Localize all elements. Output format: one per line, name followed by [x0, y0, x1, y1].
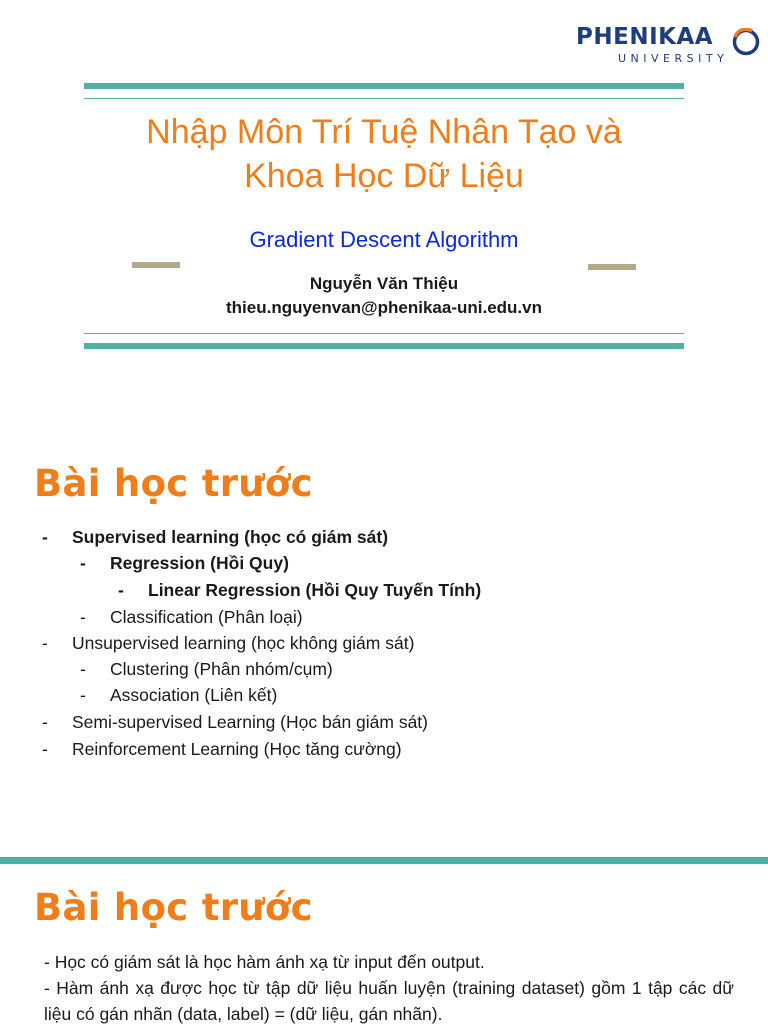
- slide3-paragraph-2: - Hàm ánh xạ được học từ tập dữ liệu huấn luyện (training dataset) gồm 1 tập các dữ liệu có gán nhãn (data, label) = (dữ liệu, gán nhãn).: [44, 978, 734, 1024]
- outline-item: - Clustering (Phân nhóm/cụm): [80, 659, 333, 679]
- outline-item: - Reinforcement Learning (Học tăng cường): [42, 739, 402, 759]
- phenikaa-logo: [572, 22, 768, 68]
- outline-item: - Association (Liên kết): [80, 685, 278, 705]
- outline-item: - Supervised learning (học có giám sát): [42, 527, 389, 547]
- bottom-thick-rule: [84, 343, 684, 349]
- outline-item: - Linear Regression (Hồi Quy Tuyến Tính): [118, 580, 482, 600]
- top-thin-rule: [84, 98, 684, 99]
- logo-subtitle: UNIVERSITY: [618, 52, 729, 65]
- presentation-title: [60, 110, 708, 198]
- author-name: Nguyễn Văn Thiệu: [309, 274, 459, 293]
- title-line-1: Nhập Môn Trí Tuệ Nhân Tạo và: [146, 113, 622, 151]
- left-accent-bar: [132, 262, 180, 268]
- presentation-subtitle: Gradient Descent Algorithm: [249, 227, 519, 252]
- bottom-thin-rule: [84, 333, 684, 334]
- slide3-heading: Bài học trước: [34, 886, 313, 929]
- logo-wordmark: PHENIKAA: [576, 24, 714, 50]
- outline-item: - Regression (Hồi Quy): [80, 553, 289, 573]
- title-line-2: Khoa Học Dữ Liệu: [244, 157, 524, 195]
- outline-item: - Classification (Phân loại): [80, 607, 303, 627]
- right-accent-bar: [588, 264, 636, 270]
- outline-item: - Unsupervised learning (học không giám sát): [42, 633, 415, 653]
- slide-separator: [0, 857, 768, 864]
- author-email: thieu.nguyenvan@phenikaa-uni.edu.vn: [225, 298, 542, 317]
- slide3-paragraph-1: - Học có giám sát là học hàm ánh xạ từ input đến output.: [44, 952, 485, 972]
- logo-ring-icon: [732, 28, 760, 56]
- outline-item: - Semi-supervised Learning (Học bán giám sát): [42, 712, 428, 732]
- slide2-heading: Bài học trước: [34, 462, 313, 505]
- top-thick-rule: [84, 83, 684, 89]
